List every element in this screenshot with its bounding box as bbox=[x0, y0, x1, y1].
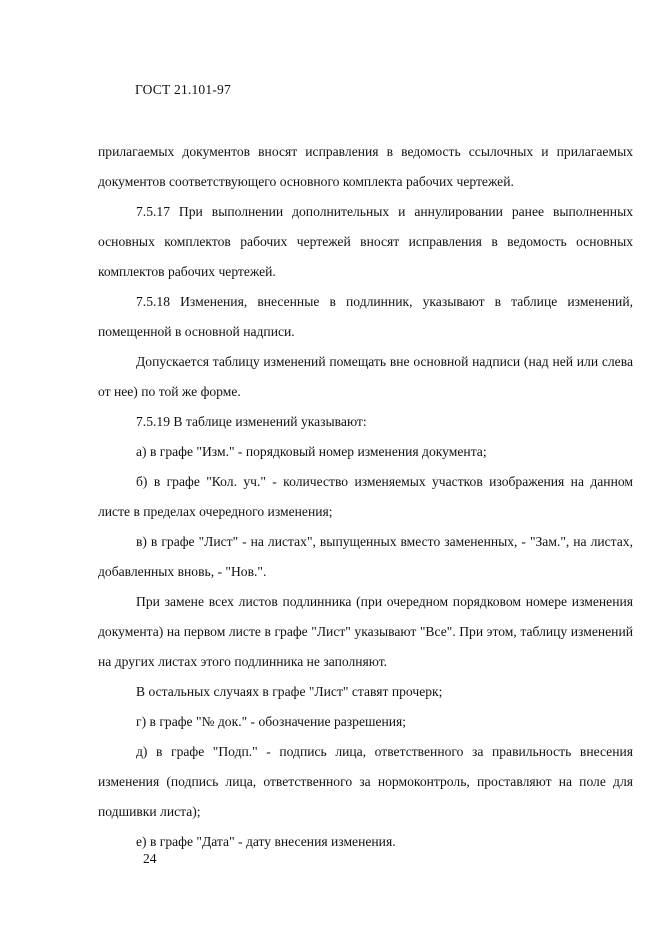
paragraph-7-5-18: 7.5.18 Изменения, внесенные в подлинник, указывают в таблице изменений, помещенной в основной надписи. bbox=[98, 294, 633, 339]
list-item-d: д) в графе "Подп." - подпись лица, ответственного за правильность внесения изменения (подпись лица, ответственного за нормоконтроль, проставляют на поле для подшивки листа); bbox=[98, 744, 633, 819]
page-body bbox=[98, 137, 633, 857]
paragraph-other-cases: В остальных случаях в графе "Лист" ставят прочерк; bbox=[136, 684, 443, 699]
list-item-a: а) в графе "Изм." - порядковый номер изменения документа; bbox=[136, 444, 487, 459]
page-header: ГОСТ 21.101-97 bbox=[135, 82, 231, 97]
paragraph-allowed-placement: Допускается таблицу изменений помещать вне основной надписи (над ней или слева от нее) по той же форме. bbox=[98, 354, 633, 399]
page-number: 24 bbox=[143, 851, 157, 866]
list-item-b: б) в графе "Кол. уч." - количество изменяемых участков изображения на данном листе в пределах очередного изменения; bbox=[98, 474, 633, 519]
list-item-v: в) в графе "Лист" - на листах", выпущенных вместо замененных, - "Зам.", на листах, добавленных вновь, - "Нов.". bbox=[98, 534, 633, 579]
list-item-g: г) в графе "№ док." - обозначение разрешения; bbox=[136, 714, 407, 729]
paragraph-continuation: прилагаемых документов вносят исправления в ведомость ссылочных и прилагаемых документов соответствующего основного комплекта рабочих чертежей. bbox=[98, 144, 633, 189]
list-item-e: е) в графе "Дата" - дату внесения изменения. bbox=[136, 834, 396, 849]
paragraph-7-5-19: 7.5.19 В таблице изменений указывают: bbox=[136, 414, 367, 429]
paragraph-7-5-17: 7.5.17 При выполнении дополнительных и аннулировании ранее выполненных основных комплектов рабочих чертежей вносят исправления в ведомость основных комплектов рабочих чертежей. bbox=[98, 204, 633, 279]
paragraph-replace-all: При замене всех листов подлинника (при очередном порядковом номере изменения документа) на первом листе в графе "Лист" указывают "Все". При этом, таблицу изменений на других листах этого подлинника не заполняют. bbox=[98, 594, 633, 669]
